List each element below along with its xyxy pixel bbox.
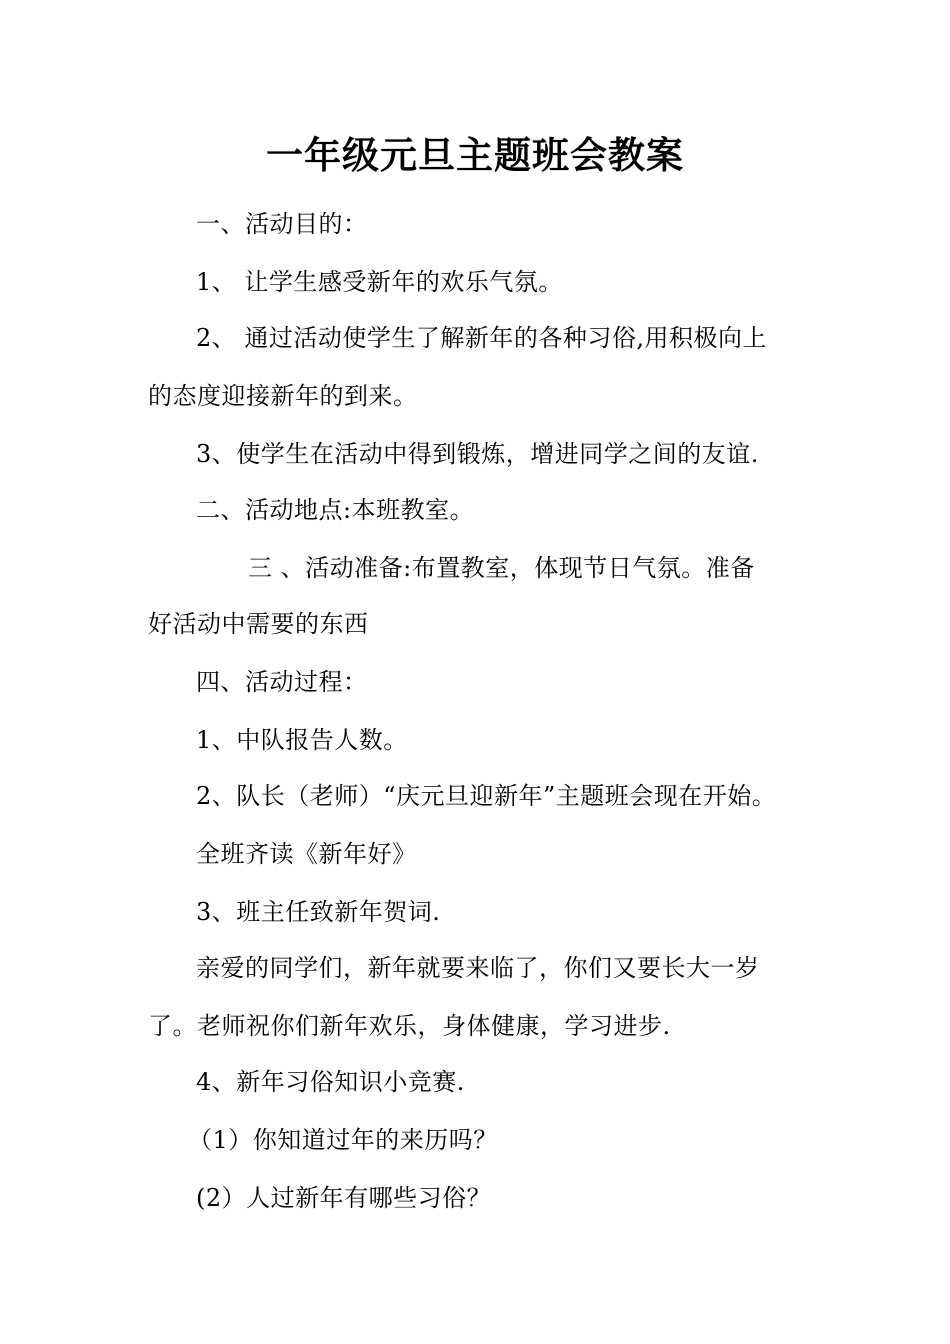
preparation-continued: 好活动中需要的东西 — [148, 610, 369, 638]
section-heading-preparation: 三 、活动准备:布置教室，体现节日气氛。准备 — [248, 554, 755, 582]
quiz-question-1: （1）你知道过年的来历吗？ — [188, 1126, 498, 1154]
greeting-paragraph-continued: 了。老师祝你们新年欢乐，身体健康，学习进步. — [148, 1012, 671, 1040]
process-item-4: 4、新年习俗知识小竞赛. — [196, 1068, 465, 1096]
document-title: 一年级元旦主题班会教案 — [266, 133, 684, 177]
goal-item-3: 3、使学生在活动中得到锻炼，增进同学之间的友谊. — [196, 440, 759, 468]
goal-item-2-continued: 的态度迎接新年的到来。 — [148, 382, 418, 410]
section-heading-goals: 一、活动目的： — [196, 210, 368, 238]
process-item-2: 2、队长（老师）“庆元旦迎新年”主题班会现在开始。 — [196, 782, 777, 810]
section-heading-process: 四、活动过程： — [196, 668, 368, 696]
process-item-3: 3、班主任致新年贺词. — [196, 898, 441, 926]
quiz-question-2: (2）人过新年有哪些习俗？ — [196, 1184, 492, 1212]
goal-item-2: 2、 通过活动使学生了解新年的各种习俗,用积极向上 — [196, 324, 768, 352]
section-heading-location: 二、活动地点:本班教室。 — [196, 496, 475, 524]
goal-item-1: 1、 让学生感受新年的欢乐气氛。 — [196, 268, 563, 296]
greeting-paragraph: 亲爱的同学们，新年就要来临了，你们又要长大一岁 — [196, 954, 760, 982]
process-item-1: 1、中队报告人数。 — [196, 726, 408, 754]
process-item-2-detail: 全班齐读《新年好》 — [196, 840, 417, 868]
